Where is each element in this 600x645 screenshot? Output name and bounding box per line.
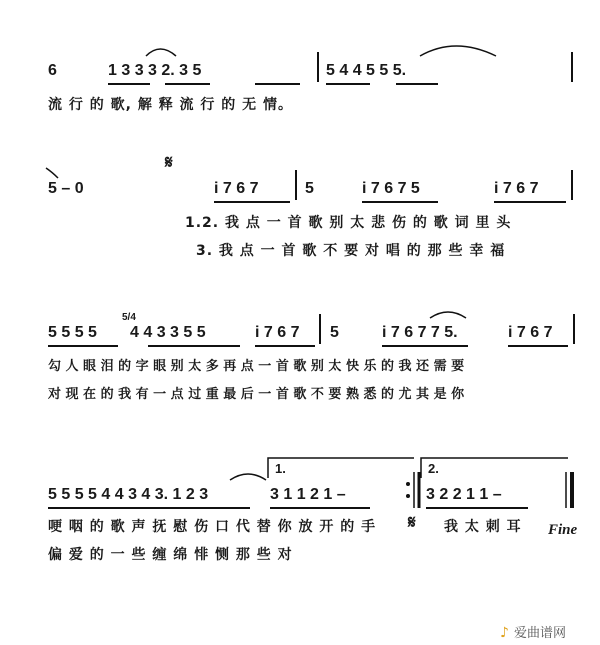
fine-marking: Fine (548, 522, 578, 538)
watermark-text: 爱曲谱网 (514, 626, 567, 641)
repeat-dot (406, 482, 410, 486)
lyric-line: 1.2. 我 点 一 首 歌 别 太 悲 伤 的 歌 词 里 头 (185, 215, 512, 231)
note-group: 1 3 3 3 2. 3 5 (108, 62, 202, 79)
note-group: i 7 6 7 7 5. (382, 324, 458, 341)
lyric-line: 对 现 在 的 我 有 一 点 过 重 最 后 一 首 歌 不 要 熟 悉 的 尤 其 是 你 (48, 387, 465, 402)
time-subdivision: 5/4 (122, 312, 136, 323)
volta-second-label: 2. (428, 461, 439, 476)
note: 5 (330, 324, 339, 341)
note-group: 5 – 0 (48, 180, 84, 197)
note-group: i 7 6 7 5 (362, 180, 420, 197)
note-group: 4 4 3 3 5 5 (130, 324, 206, 341)
slur (430, 312, 466, 318)
note: 6 (48, 62, 57, 79)
note-group: 5 4 4 5 5 5. (326, 62, 407, 79)
lyric-line: 勾 人 眼 泪 的 字 眼 别 太 多 再 点 一 首 歌 别 太 快 乐 的 我 还 需 要 (48, 359, 465, 374)
lyric-line: 我 太 刺 耳 (444, 519, 522, 535)
volta-bracket-first (268, 458, 414, 478)
watermark (500, 622, 566, 641)
note-group: i 7 6 7 (255, 324, 300, 341)
tie-continuation (46, 168, 58, 178)
lyric-line: 流 行 的 歌, 解 释 流 行 的 无 情。 (48, 97, 294, 113)
note-group: 3 1 1 2 1 – (270, 486, 346, 503)
note-group: i 7 6 7 (214, 180, 259, 197)
segno-icon: 𝄋 (165, 152, 173, 173)
lyric-line: 哽 咽 的 歌 声 抚 慰 伤 口 代 替 你 放 开 的 手 (48, 519, 377, 535)
note-group: 5 5 5 5 4 4 3 4 3. 1 2 3 (48, 486, 209, 503)
slur (230, 474, 266, 480)
volta-bracket-second (421, 458, 568, 478)
segno-icon: 𝄋 (408, 512, 416, 533)
lyric-line: 3. 我 点 一 首 歌 不 要 对 唱 的 那 些 幸 福 (196, 243, 506, 259)
note-group: i 7 6 7 (494, 180, 539, 197)
note: 5 (305, 180, 314, 197)
note-group: i 7 6 7 (508, 324, 553, 341)
volta-first-label: 1. (275, 461, 286, 476)
note-group: 5 5 5 5 (48, 324, 97, 341)
slur (146, 49, 176, 56)
slur (420, 46, 496, 56)
music-note-icon: ♪ (500, 625, 509, 641)
note-group: 3 2 2 1 1 – (426, 486, 502, 503)
repeat-dot (406, 494, 410, 498)
lyric-line: 偏 爱 的 一 些 缠 绵 悱 恻 那 些 对 (48, 547, 293, 563)
